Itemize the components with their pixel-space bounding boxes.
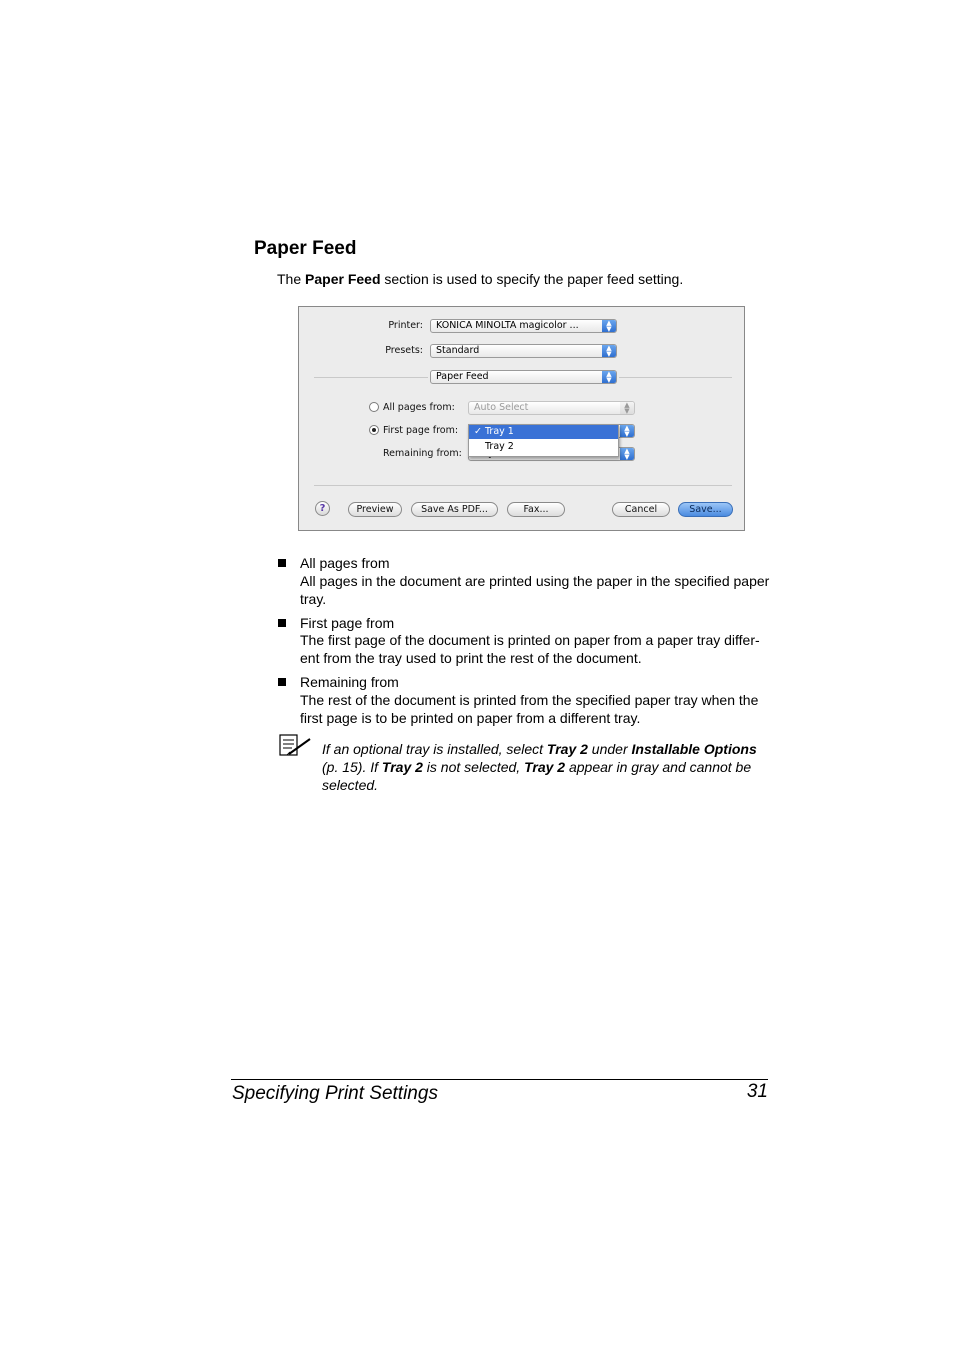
save-button[interactable]: Save...	[678, 502, 733, 517]
menu-item-label: Tray 1	[485, 426, 514, 437]
panel-value: Paper Feed	[436, 371, 489, 382]
bullet-title-first-page: First page from	[300, 615, 395, 631]
note-part: is not selected,	[422, 759, 525, 775]
note-part: appear in gray and cannot be selected.	[322, 759, 752, 793]
all-pages-radio[interactable]	[369, 402, 379, 412]
popup-arrows-icon: ▲ ▼	[602, 345, 616, 357]
note-pencil-icon	[279, 734, 313, 756]
print-dialog-screenshot	[298, 306, 745, 531]
first-page-label: First page from:	[383, 425, 459, 436]
cancel-button[interactable]: Cancel	[612, 502, 670, 517]
separator-left	[314, 377, 428, 378]
save-as-pdf-button[interactable]: Save As PDF...	[411, 502, 498, 517]
footer-title: Specifying Print Settings	[232, 1083, 438, 1104]
printer-popup[interactable]	[430, 319, 617, 333]
first-page-radio[interactable]	[369, 425, 379, 435]
all-pages-label: All pages from:	[383, 402, 455, 413]
button-separator	[314, 485, 732, 486]
page-number: 31	[746, 1081, 768, 1102]
tray-dropdown-menu	[468, 424, 619, 457]
note-text	[322, 740, 768, 794]
bullet-title-remaining: Remaining from	[300, 674, 399, 690]
preview-button[interactable]: Preview	[348, 502, 402, 517]
note-bold: Tray 2	[546, 741, 588, 757]
intro-text-end: section is used to specify the paper feed setting.	[380, 271, 684, 287]
remaining-label: Remaining from:	[383, 448, 462, 459]
bullet-title-all-pages: All pages from	[300, 555, 390, 571]
printer-label: Printer:	[388, 320, 423, 331]
popup-arrows-icon: ▲ ▼	[620, 448, 634, 460]
menu-item-tray-1[interactable]	[469, 425, 618, 439]
bullet-marker	[278, 619, 286, 627]
menu-item-tray-2[interactable]	[469, 440, 618, 454]
bullet-desc-all-pages: All pages in the document are printed using the paper in the specified paper tray.	[300, 573, 770, 607]
menu-item-label: Tray 2	[485, 441, 514, 452]
checkmark-icon: ✓	[474, 426, 482, 437]
footer-rule	[231, 1079, 768, 1080]
presets-label: Presets:	[385, 345, 423, 356]
panel-popup[interactable]	[430, 370, 617, 384]
popup-arrows-icon: ▲ ▼	[620, 402, 634, 414]
fax-button[interactable]: Fax...	[507, 502, 565, 517]
popup-arrows-icon: ▲ ▼	[602, 371, 616, 383]
note-bold: Installable Options	[631, 741, 757, 757]
all-pages-popup	[468, 401, 635, 415]
popup-arrows-icon: ▲ ▼	[602, 320, 616, 332]
note-part: If an optional tray is installed, select	[322, 741, 547, 757]
intro-bold-term: Paper Feed	[305, 271, 381, 287]
bullet-marker	[278, 678, 286, 686]
separator-right	[619, 377, 732, 378]
presets-value: Standard	[436, 345, 480, 356]
presets-popup[interactable]	[430, 344, 617, 358]
all-pages-value: Auto Select	[474, 402, 529, 413]
section-heading: Paper Feed	[254, 238, 357, 259]
help-button[interactable]: ?	[315, 501, 330, 516]
intro-paragraph	[277, 271, 683, 287]
note-bold: Tray 2	[524, 759, 566, 775]
bullet-marker	[278, 559, 286, 567]
note-part: (p. 15). If	[322, 759, 382, 775]
note-bold: Tray 2	[381, 759, 423, 775]
intro-text-start: The	[277, 271, 306, 287]
printer-value: KONICA MINOLTA magicolor ...	[436, 320, 579, 331]
bullet-desc-first-page: The first page of the document is printed on paper from a paper tray differ-ent from the tray used to print the rest of the document.	[300, 632, 760, 666]
popup-arrows-icon: ▲ ▼	[620, 425, 634, 437]
note-part: under	[587, 741, 632, 757]
bullet-desc-remaining: The rest of the document is printed from the specified paper tray when the first page is to be printed on paper from a different tray.	[300, 692, 759, 726]
